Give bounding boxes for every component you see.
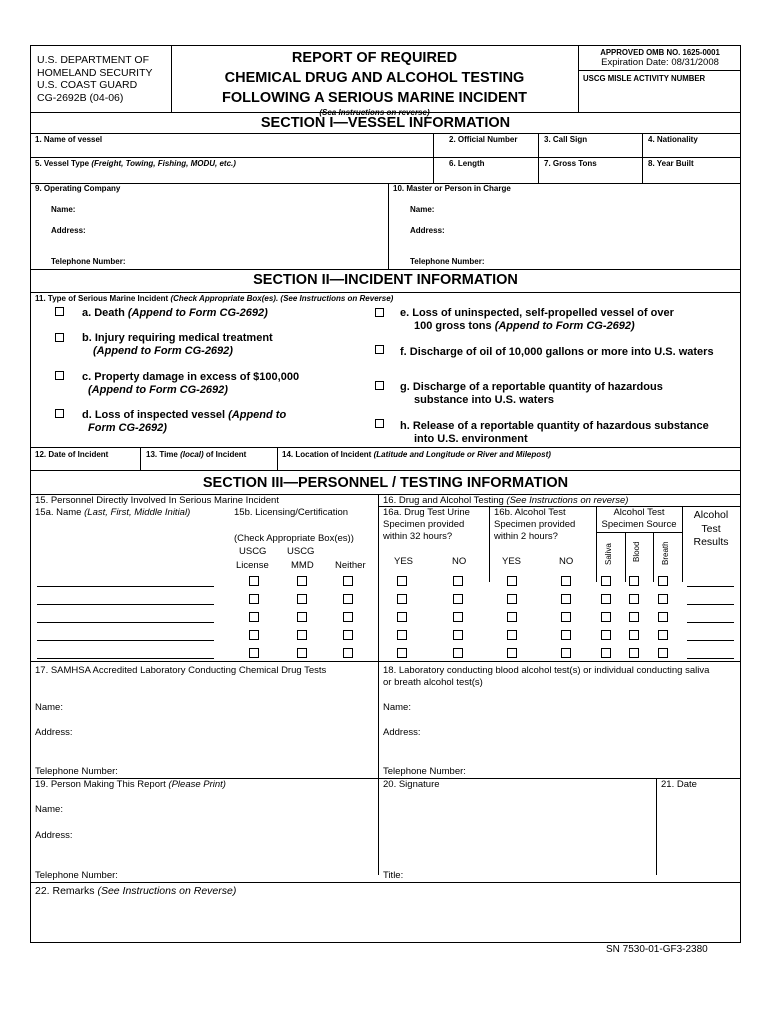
alcohol-no-head: NO bbox=[559, 556, 574, 567]
drug-yes-head: YES bbox=[394, 556, 414, 567]
form-title: REPORT OF REQUIRED CHEMICAL DRUG AND ALCOHOL TESTING FOLLOWING A SERIOUS MARINE INCIDENT (Sea Instructions on reverse) bbox=[171, 48, 578, 117]
incident-f-label: f. Discharge of oil of 10,000 gallons or more into U.S. waters bbox=[400, 346, 714, 358]
incident-e-checkbox[interactable] bbox=[375, 308, 384, 317]
mmd-checkbox[interactable] bbox=[297, 594, 307, 604]
alcohol-source-head: Alcohol Test Specimen Source bbox=[601, 507, 677, 530]
vessel-type-label: 5. Vessel Type (Freight, Towing, Fishing, MODU, etc.) bbox=[35, 159, 236, 168]
alcohol-yes-checkbox[interactable] bbox=[507, 594, 517, 604]
nationality-label: 4. Nationality bbox=[648, 135, 698, 144]
check-boxes-note: (Check Appropriate Box(es)) bbox=[234, 533, 354, 544]
breath-checkbox[interactable] bbox=[658, 576, 668, 586]
blood-checkbox[interactable] bbox=[629, 594, 639, 604]
reporter-label: 19. Person Making This Report (Please Print) bbox=[35, 779, 226, 790]
incident-date-label: 12. Date of Incident bbox=[35, 450, 109, 459]
incident-type-label: 11. Type of Serious Marine Incident (Check Appropriate Box(es). (See Instructions on Reverse) bbox=[35, 294, 394, 303]
alcohol-yes-checkbox[interactable] bbox=[507, 648, 517, 658]
section-2-title: SECTION II—INCIDENT INFORMATION bbox=[253, 272, 518, 288]
reporter-address-label: Address: bbox=[35, 830, 73, 841]
alcohol-lab-label: 18. Laboratory conducting blood alcohol test(s) or individual conducting saliva or breath alcohol test(s) bbox=[383, 665, 710, 688]
form-subtitle: (Sea Instructions on reverse) bbox=[319, 108, 430, 117]
incident-g-label: g. Discharge of a reportable quantity of hazardous substance into U.S. waters bbox=[400, 381, 663, 406]
breath-checkbox[interactable] bbox=[658, 630, 668, 640]
license-checkbox[interactable] bbox=[249, 630, 259, 640]
neither-checkbox[interactable] bbox=[343, 594, 353, 604]
incident-c-checkbox[interactable] bbox=[55, 371, 64, 380]
incident-time-label: 13. Time (local) of Incident bbox=[146, 450, 247, 459]
alc-lab-telephone-label: Telephone Number: bbox=[383, 766, 466, 777]
alcohol-yes-checkbox[interactable] bbox=[507, 612, 517, 622]
alcohol-result-line[interactable] bbox=[687, 604, 734, 605]
alcohol-test-head: 16b. Alcohol Test Specimen provided within 2 hours? bbox=[494, 507, 576, 542]
personnel-name-line[interactable] bbox=[37, 604, 214, 605]
mmd-checkbox[interactable] bbox=[297, 612, 307, 622]
mmd-checkbox[interactable] bbox=[297, 648, 307, 658]
reporter-telephone-label: Telephone Number: bbox=[35, 870, 118, 881]
license-checkbox[interactable] bbox=[249, 576, 259, 586]
alcohol-result-line[interactable] bbox=[687, 622, 734, 623]
master-name-label: Name: bbox=[410, 205, 435, 214]
drug-no-checkbox[interactable] bbox=[453, 612, 463, 622]
alcohol-no-checkbox[interactable] bbox=[561, 612, 571, 622]
mmd-column-head: MMD bbox=[291, 560, 314, 571]
department-block bbox=[37, 54, 153, 104]
lab-telephone-label: Telephone Number: bbox=[35, 766, 118, 777]
drug-no-checkbox[interactable] bbox=[453, 630, 463, 640]
stock-number: SN 7530-01-GF3-2380 bbox=[606, 944, 708, 955]
drug-yes-checkbox[interactable] bbox=[397, 594, 407, 604]
saliva-checkbox[interactable] bbox=[601, 648, 611, 658]
license-checkbox[interactable] bbox=[249, 612, 259, 622]
blood-checkbox[interactable] bbox=[629, 648, 639, 658]
incident-f-checkbox[interactable] bbox=[375, 345, 384, 354]
breath-checkbox[interactable] bbox=[658, 648, 668, 658]
remarks-label: 22. Remarks (See Instructions on Reverse) bbox=[35, 885, 237, 897]
drug-yes-checkbox[interactable] bbox=[397, 576, 407, 586]
omb-block bbox=[581, 48, 739, 68]
saliva-checkbox[interactable] bbox=[601, 612, 611, 622]
personnel-name-line[interactable] bbox=[37, 586, 214, 587]
company-address-label: Address: bbox=[51, 226, 86, 235]
neither-checkbox[interactable] bbox=[343, 630, 353, 640]
lab-name-label: Name: bbox=[35, 702, 63, 713]
vessel-name-label: 1. Name of vessel bbox=[35, 135, 103, 144]
drug-no-checkbox[interactable] bbox=[453, 648, 463, 658]
license-column-head: License bbox=[236, 560, 269, 571]
testing-label: 16. Drug and Alcohol Testing (See Instructions on reverse) bbox=[383, 495, 629, 506]
blood-checkbox[interactable] bbox=[629, 612, 639, 622]
saliva-checkbox[interactable] bbox=[601, 630, 611, 640]
dept-line: HOMELAND SECURITY bbox=[37, 66, 153, 79]
drug-no-checkbox[interactable] bbox=[453, 576, 463, 586]
alc-lab-address-label: Address: bbox=[383, 727, 421, 738]
expiration-date: Expiration Date: 08/31/2008 bbox=[601, 57, 719, 68]
drug-yes-checkbox[interactable] bbox=[397, 648, 407, 658]
blood-head: Blood bbox=[632, 541, 641, 562]
alc-lab-name-label: Name: bbox=[383, 702, 411, 713]
dept-line: U.S. COAST GUARD bbox=[37, 79, 138, 91]
personnel-name-line[interactable] bbox=[37, 640, 214, 641]
official-number-label: 2. Official Number bbox=[449, 135, 518, 144]
company-telephone-label: Telephone Number: bbox=[51, 257, 126, 266]
length-label: 6. Length bbox=[449, 159, 485, 168]
reporter-title-label: Title: bbox=[383, 870, 404, 881]
alcohol-yes-checkbox[interactable] bbox=[507, 576, 517, 586]
uscg-mmd-head: USCG bbox=[287, 546, 315, 557]
blood-checkbox[interactable] bbox=[629, 630, 639, 640]
personnel-label: 15. Personnel Directly Involved In Serious Marine Incident bbox=[35, 495, 279, 506]
samhsa-lab-label: 17. SAMHSA Accredited Laboratory Conducting Chemical Drug Tests bbox=[35, 665, 327, 676]
incident-d-checkbox[interactable] bbox=[55, 409, 64, 418]
personnel-name-line[interactable] bbox=[37, 658, 214, 659]
reporter-name-label: Name: bbox=[35, 804, 63, 815]
gross-tons-label: 7. Gross Tons bbox=[544, 159, 597, 168]
company-name-label: Name: bbox=[51, 205, 76, 214]
omb-number: APPROVED OMB NO. 1625-0001 bbox=[600, 48, 720, 57]
neither-checkbox[interactable] bbox=[343, 612, 353, 622]
misle-activity-number-label: USCG MISLE ACTIVITY NUMBER bbox=[583, 74, 706, 83]
drug-yes-checkbox[interactable] bbox=[397, 630, 407, 640]
incident-location-label: 14. Location of Incident (Latitude and Longitude or River and Milepost) bbox=[282, 450, 551, 459]
neither-checkbox[interactable] bbox=[343, 648, 353, 658]
incident-b-label: b. Injury requiring medical treatment (Append to Form CG-2692) bbox=[82, 332, 273, 357]
breath-checkbox[interactable] bbox=[658, 612, 668, 622]
incident-d-label: d. Loss of inspected vessel (Append to Form CG-2692) bbox=[82, 409, 287, 434]
date-label: 21. Date bbox=[661, 779, 697, 790]
alcohol-no-checkbox[interactable] bbox=[561, 630, 571, 640]
signature-label: 20. Signature bbox=[383, 779, 440, 790]
call-sign-label: 3. Call Sign bbox=[544, 135, 588, 144]
license-checkbox[interactable] bbox=[249, 594, 259, 604]
year-built-label: 8. Year Built bbox=[648, 159, 694, 168]
drug-test-head: 16a. Drug Test Urine Specimen provided within 32 hours? bbox=[383, 507, 470, 542]
alcohol-no-checkbox[interactable] bbox=[561, 594, 571, 604]
operating-company-label: 9. Operating Company bbox=[35, 184, 121, 193]
master-label: 10. Master or Person in Charge bbox=[393, 184, 511, 193]
personnel-name-label: 15a. Name (Last, First, Middle Initial) bbox=[35, 507, 191, 518]
alcohol-result-line[interactable] bbox=[687, 658, 734, 659]
master-telephone-label: Telephone Number: bbox=[410, 257, 485, 266]
incident-e-label: e. Loss of uninspected, self-propelled vessel of over 100 gross tons (Append to Form CG-2692) bbox=[400, 307, 674, 332]
alcohol-result-line[interactable] bbox=[687, 586, 734, 587]
drug-no-head: NO bbox=[452, 556, 467, 567]
alcohol-no-checkbox[interactable] bbox=[561, 648, 571, 658]
incident-c-label: c. Property damage in excess of $100,000 (Append to Form CG-2692) bbox=[82, 371, 300, 396]
results-head: Alcohol Test Results bbox=[693, 509, 729, 548]
section-1-title: SECTION I—VESSEL INFORMATION bbox=[260, 115, 511, 131]
incident-b-checkbox[interactable] bbox=[55, 333, 64, 342]
breath-head: Breath bbox=[661, 541, 670, 565]
alcohol-result-line[interactable] bbox=[687, 640, 734, 641]
incident-h-checkbox[interactable] bbox=[375, 419, 384, 428]
master-address-label: Address: bbox=[410, 226, 445, 235]
alcohol-yes-checkbox[interactable] bbox=[507, 630, 517, 640]
alcohol-no-checkbox[interactable] bbox=[561, 576, 571, 586]
blood-checkbox[interactable] bbox=[629, 576, 639, 586]
incident-a-checkbox[interactable] bbox=[55, 307, 64, 316]
incident-a-label: a. Death (Append to Form CG-2692) bbox=[82, 307, 268, 319]
breath-checkbox[interactable] bbox=[658, 594, 668, 604]
licensing-label: 15b. Licensing/Certification bbox=[234, 507, 349, 518]
form-cg-2692b bbox=[30, 45, 741, 943]
incident-g-checkbox[interactable] bbox=[375, 381, 384, 390]
drug-yes-checkbox[interactable] bbox=[397, 612, 407, 622]
mmd-checkbox[interactable] bbox=[297, 630, 307, 640]
incident-h-label: h. Release of a reportable quantity of hazardous substance into U.S. environment bbox=[400, 420, 709, 445]
neither-column-head: Neither bbox=[335, 560, 366, 571]
dept-line: U.S. DEPARTMENT OF bbox=[37, 54, 150, 66]
license-checkbox[interactable] bbox=[249, 648, 259, 658]
lab-address-label: Address: bbox=[35, 727, 73, 738]
neither-checkbox[interactable] bbox=[343, 576, 353, 586]
drug-no-checkbox[interactable] bbox=[453, 594, 463, 604]
personnel-name-line[interactable] bbox=[37, 622, 214, 623]
saliva-head: Saliva bbox=[604, 543, 613, 565]
alcohol-yes-head: YES bbox=[502, 556, 522, 567]
mmd-checkbox[interactable] bbox=[297, 576, 307, 586]
form-number: CG-2692B (04-06) bbox=[37, 91, 124, 104]
uscg-license-head: USCG bbox=[239, 546, 267, 557]
section-3-title: SECTION III—PERSONNEL / TESTING INFORMATION bbox=[202, 475, 569, 491]
saliva-checkbox[interactable] bbox=[601, 594, 611, 604]
saliva-checkbox[interactable] bbox=[601, 576, 611, 586]
